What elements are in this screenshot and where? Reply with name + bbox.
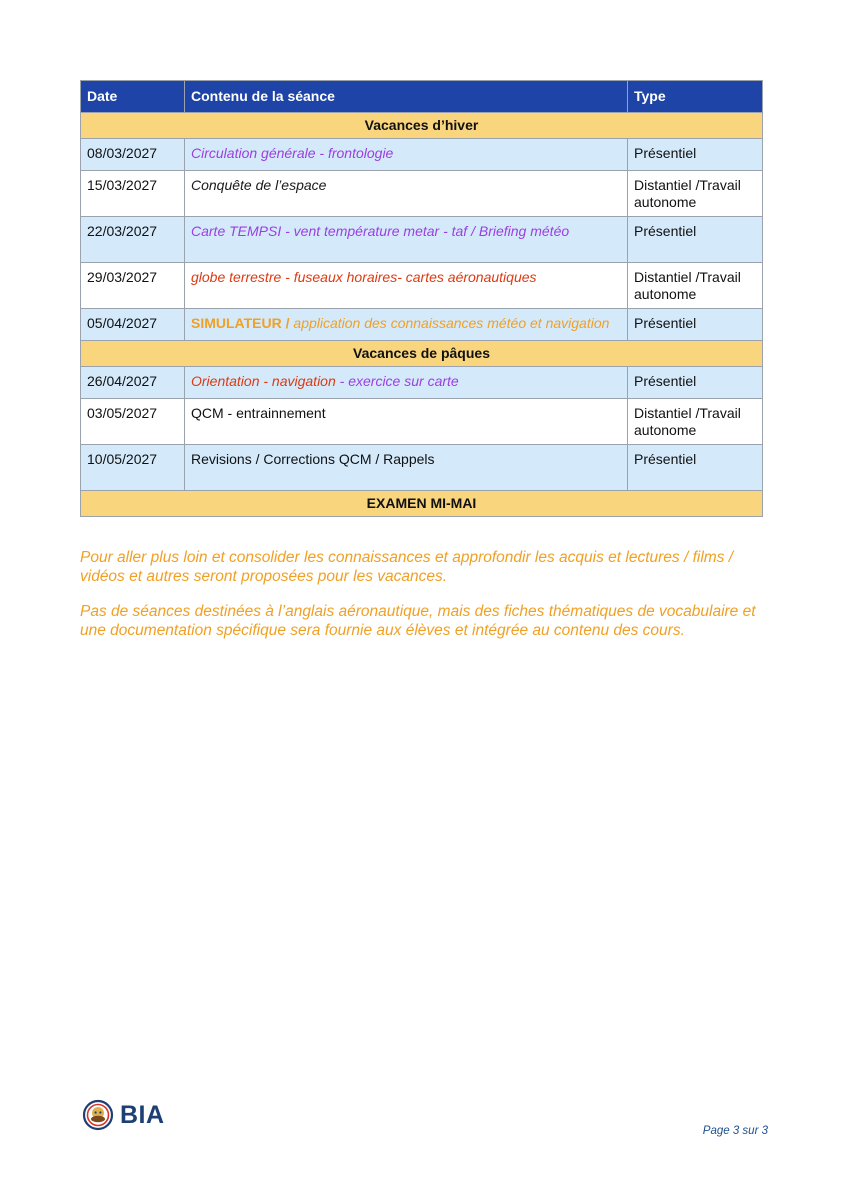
session-date: 15/03/2027 <box>81 171 185 217</box>
session-content <box>185 367 628 399</box>
note-further-study: Pour aller plus loin et consolider les connaissances et approfondir les acquis et lectures / films / vidéos et autres seront proposées pour les vacances. <box>80 549 734 585</box>
session-content-text: globe terrestre - fuseaux horaires- cartes aéronautiques <box>191 269 537 285</box>
session-row <box>81 139 763 171</box>
note-english-vocabulary: Pas de séances destinées à l’anglais aéronautique, mais des fiches thématiques de vocabulaire et une documentation spécifique sera fournie aux élèves et intégrée au contenu des cours. <box>80 603 756 639</box>
section-row <box>81 113 763 139</box>
session-content <box>185 263 628 309</box>
section-label: EXAMEN MI-MAI <box>81 491 763 517</box>
session-content-text: QCM - entrainnement <box>191 405 326 421</box>
bia-emblem-icon <box>82 1099 114 1131</box>
session-type: Présentiel <box>628 139 763 171</box>
column-header-content: Contenu de la séance <box>185 81 628 113</box>
session-content-text: application des connaissances météo et navigation <box>293 315 610 331</box>
session-row <box>81 217 763 263</box>
session-content <box>185 309 628 341</box>
column-header-type: Type <box>628 81 763 113</box>
session-type: Distantiel /Travail autonome <box>628 171 763 217</box>
schedule-table <box>80 80 763 517</box>
session-content-text: Circulation générale - frontologie <box>191 145 394 161</box>
session-date: 29/03/2027 <box>81 263 185 309</box>
session-content <box>185 445 628 491</box>
table-header-row <box>81 81 763 113</box>
session-date: 26/04/2027 <box>81 367 185 399</box>
session-date: 03/05/2027 <box>81 399 185 445</box>
session-type: Présentiel <box>628 445 763 491</box>
session-date: 08/03/2027 <box>81 139 185 171</box>
session-row <box>81 399 763 445</box>
session-content-text: Orientation - navigation <box>191 373 336 389</box>
session-date: 05/04/2027 <box>81 309 185 341</box>
section-label: Vacances de pâques <box>81 341 763 367</box>
page-number: Page 3 sur 3 <box>702 1125 768 1137</box>
session-content <box>185 171 628 217</box>
session-content-text: - exercice sur carte <box>335 373 459 389</box>
session-date: 10/05/2027 <box>81 445 185 491</box>
session-row <box>81 171 763 217</box>
session-row <box>81 309 763 341</box>
session-content-text: SIMULATEUR / <box>191 315 294 331</box>
session-content-text: Revisions / Corrections QCM / Rappels <box>191 451 435 467</box>
session-content <box>185 139 628 171</box>
session-content <box>185 399 628 445</box>
section-row <box>81 491 763 517</box>
section-label: Vacances d’hiver <box>81 113 763 139</box>
session-content-text: Carte TEMPSI - vent température metar - taf / Briefing météo <box>191 223 570 239</box>
column-header-date: Date <box>81 81 185 113</box>
bia-logo <box>82 1099 165 1131</box>
session-type: Présentiel <box>628 217 763 263</box>
session-row <box>81 263 763 309</box>
session-type: Distantiel /Travail autonome <box>628 399 763 445</box>
schedule-body <box>81 113 763 517</box>
session-content <box>185 217 628 263</box>
bia-logo-text: BIA <box>120 1100 165 1129</box>
session-row <box>81 367 763 399</box>
session-type: Distantiel /Travail autonome <box>628 263 763 309</box>
session-type: Présentiel <box>628 309 763 341</box>
session-type: Présentiel <box>628 367 763 399</box>
section-row <box>81 341 763 367</box>
session-content-text: Conquête de l’espace <box>191 177 327 193</box>
session-date: 22/03/2027 <box>81 217 185 263</box>
session-row <box>81 445 763 491</box>
